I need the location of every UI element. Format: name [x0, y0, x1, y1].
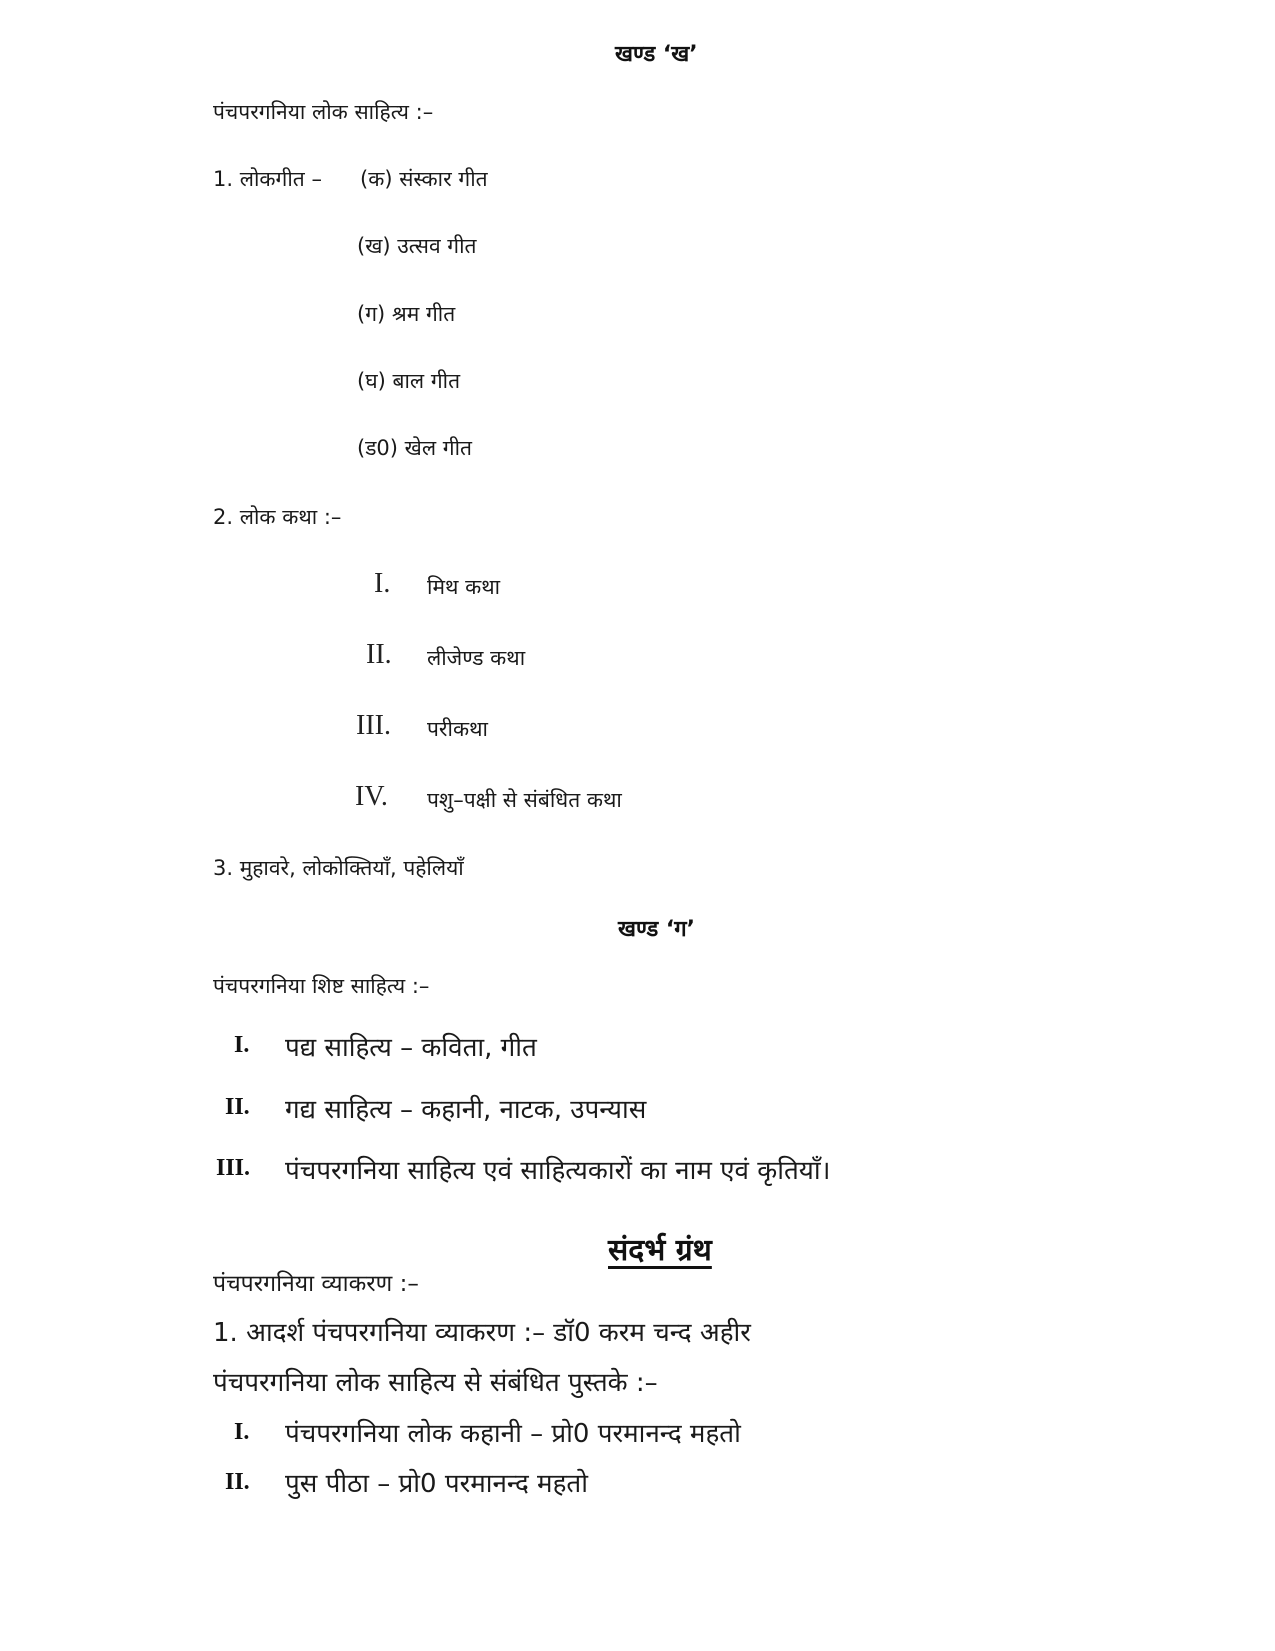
list-item-poetry: पद्य साहित्य – कविता, गीत	[285, 1033, 537, 1063]
reference-grammar-book: 1. आदर्श पंचपरगनिया व्याकरण :– डॉ0 करम चन्द अहीर	[213, 1318, 751, 1348]
references-folk-title: पंचपरगनिया लोक साहित्य से संबंधित पुस्तके :–	[213, 1368, 658, 1398]
reference-folk-story-book: पंचपरगनिया लोक कहानी – प्रो0 परमानन्द महतो	[285, 1419, 741, 1449]
roman-numeral: IV.	[355, 781, 388, 812]
section-title-folk-literature: पंचपरगनिया लोक साहित्य :–	[213, 100, 434, 124]
sub-item-legend-tale: लीजेण्ड कथा	[427, 646, 526, 670]
roman-numeral: II.	[225, 1094, 250, 1120]
roman-numeral: I.	[374, 568, 391, 599]
roman-numeral: III.	[356, 710, 391, 741]
reference-pus-pitha-book: पुस पीठा – प्रो0 परमानन्द महतो	[285, 1469, 588, 1499]
list-item-folk-songs	[213, 165, 322, 193]
sub-item-baal-geet: (घ) बाल गीत	[357, 369, 461, 393]
section-title-classical-literature: पंचपरगनिया शिष्ट साहित्य :–	[213, 974, 430, 998]
sub-item-utsav-geet: (ख) उत्सव गीत	[357, 234, 477, 258]
sub-item-sanskar-geet: (क) संस्कार गीत	[360, 167, 488, 191]
roman-numeral: III.	[216, 1155, 251, 1181]
sub-item-shram-geet: (ग) श्रम गीत	[357, 302, 456, 326]
roman-numeral: I.	[234, 1032, 250, 1058]
sub-item-khel-geet: (ड0) खेल गीत	[357, 436, 472, 460]
list-item-authors-works: पंचपरगनिया साहित्य एवं साहित्यकारों का नाम एवं कृतियाँ।	[285, 1156, 831, 1186]
roman-numeral: II.	[225, 1469, 250, 1495]
sub-item-animal-tale: पशु–पक्षी से संबंधित कथा	[427, 788, 622, 812]
item-label: लोकगीत –	[239, 167, 322, 191]
references-grammar-title: पंचपरगनिया व्याकरण :–	[213, 1271, 419, 1297]
section-heading-ga: खण्ड ‘ग’	[618, 917, 695, 942]
sub-item-fairy-tale: परीकथा	[427, 717, 488, 741]
list-item-idioms-proverbs-riddles: 3. मुहावरे, लोकोक्तियाँ, पहेलियाँ	[213, 856, 464, 880]
sub-item-myth-tale: मिथ कथा	[427, 575, 501, 599]
list-item-folk-tales: 2. लोक कथा :–	[213, 505, 342, 529]
references-heading: संदर्भ ग्रंथ	[608, 1233, 712, 1268]
roman-numeral: II.	[366, 639, 392, 670]
roman-numeral: I.	[234, 1419, 250, 1445]
list-item-prose: गद्य साहित्य – कहानी, नाटक, उपन्यास	[285, 1095, 647, 1125]
item-number: 1.	[213, 167, 234, 191]
section-heading-kha: खण्ड ‘ख’	[615, 42, 698, 67]
